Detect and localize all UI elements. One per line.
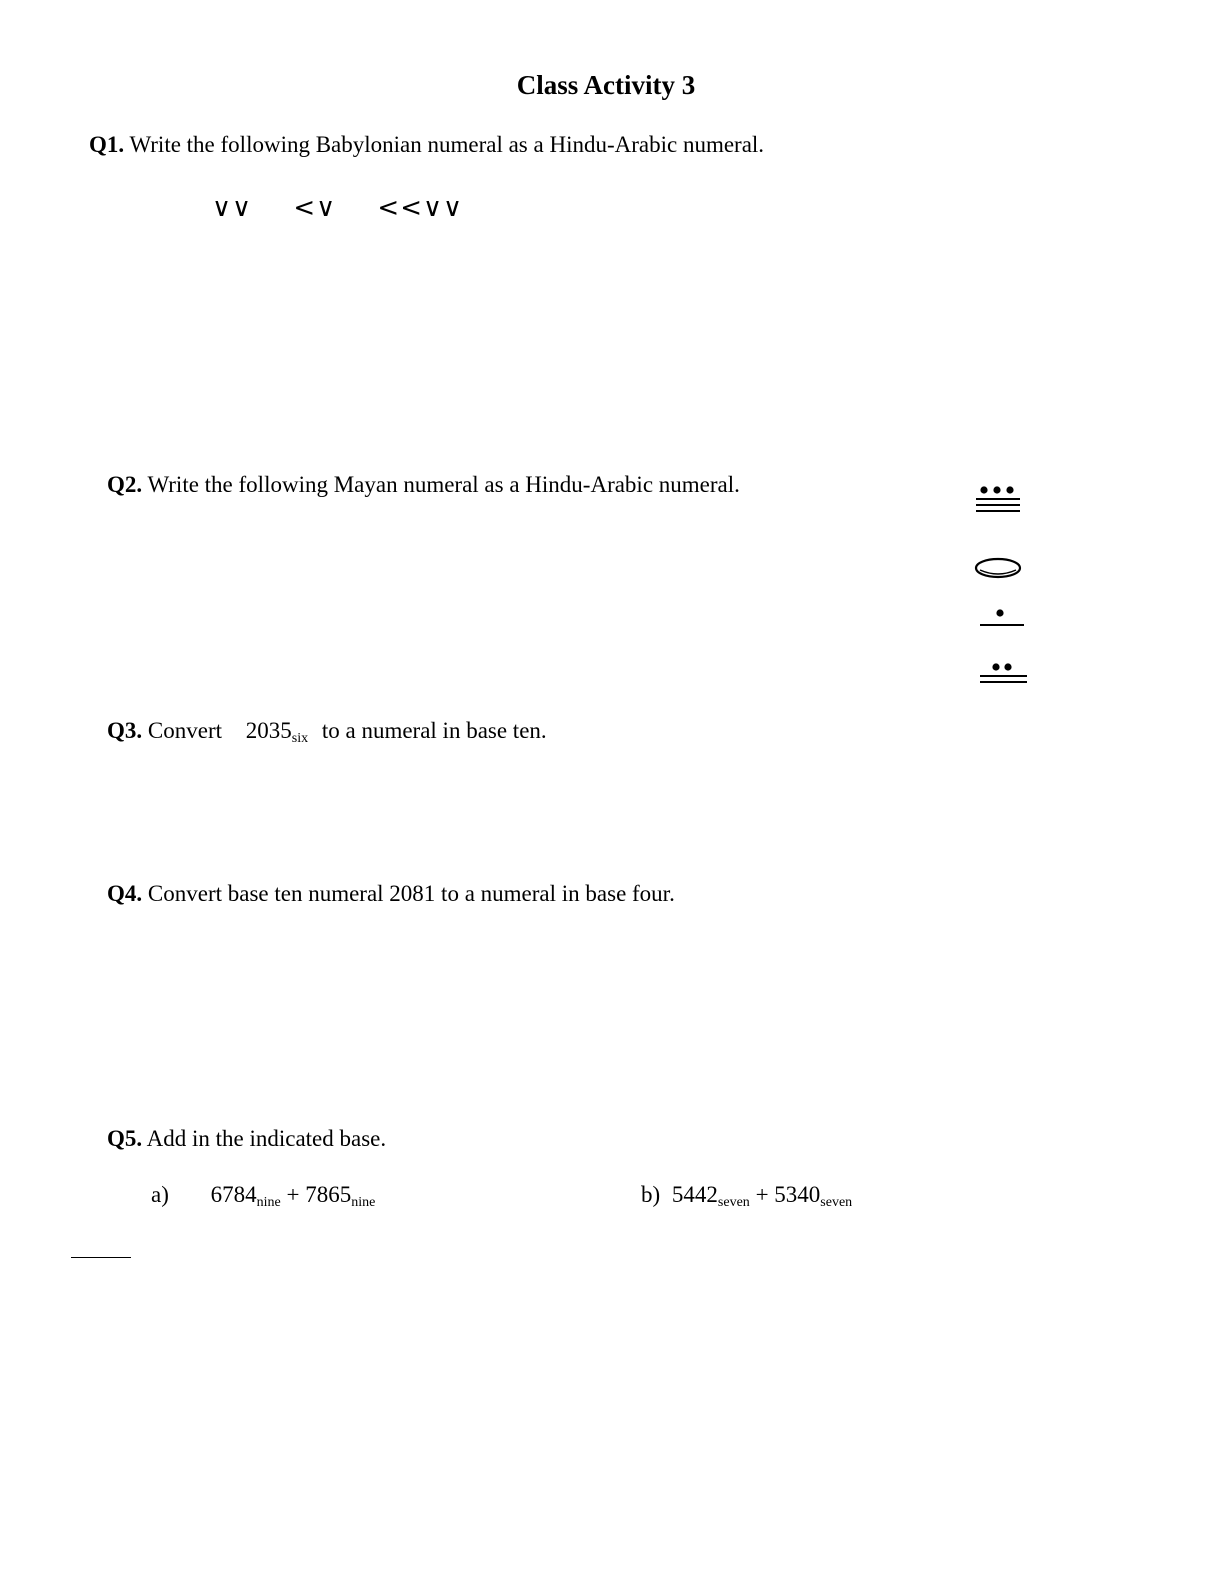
question-5-label: Q5.	[107, 1126, 143, 1151]
question-5a-marker: a)	[151, 1182, 169, 1207]
question-4	[107, 880, 675, 908]
question-5a-expression: $6784_{nine} + 7865_{nine}$	[210, 1182, 376, 1210]
question-5b	[641, 1181, 852, 1209]
mayan-numeral	[960, 478, 1040, 693]
question-1-text: Write the following Babylonian numeral as a Hindu-Arabic numeral.	[129, 132, 765, 157]
question-5b-expression: $5442_{seven} + 5340_{seven}$	[671, 1182, 853, 1210]
babylonian-numeral	[212, 193, 495, 223]
question-5b-marker: b)	[641, 1182, 661, 1207]
question-5a	[151, 1181, 375, 1209]
question-5-text: Add in the indicated base.	[146, 1126, 387, 1151]
question-2-text: Write the following Mayan numeral as a Hindu-Arabic numeral.	[147, 472, 740, 497]
question-1-label: Q1.	[89, 132, 125, 157]
footnote-rule	[71, 1257, 131, 1258]
question-5	[107, 1125, 386, 1153]
mayan-level-4	[980, 663, 1027, 683]
question-3-base: six	[291, 731, 309, 746]
question-1	[89, 131, 764, 159]
mayan-level-1	[976, 486, 1020, 512]
question-2-label: Q2.	[107, 472, 143, 497]
question-3-post: to a numeral in base ten.	[321, 718, 547, 743]
question-2	[107, 471, 740, 499]
question-3-pre: Convert	[147, 718, 222, 743]
mayan-level-2	[976, 559, 1020, 577]
babylonian-group-1: ∨∨	[212, 193, 253, 223]
question-3-number: $2035_{six}$	[245, 718, 309, 746]
babylonian-group-2: <∨	[293, 193, 337, 223]
mayan-level-3	[980, 609, 1024, 626]
question-4-text: Convert base ten numeral 2081 to a numeral in base four.	[147, 881, 675, 906]
question-4-label: Q4.	[107, 881, 143, 906]
page-title: Class Activity 3	[516, 70, 696, 100]
babylonian-group-3: <<∨∨	[377, 193, 464, 223]
question-3	[107, 717, 547, 745]
question-3-label: Q3.	[107, 718, 143, 743]
